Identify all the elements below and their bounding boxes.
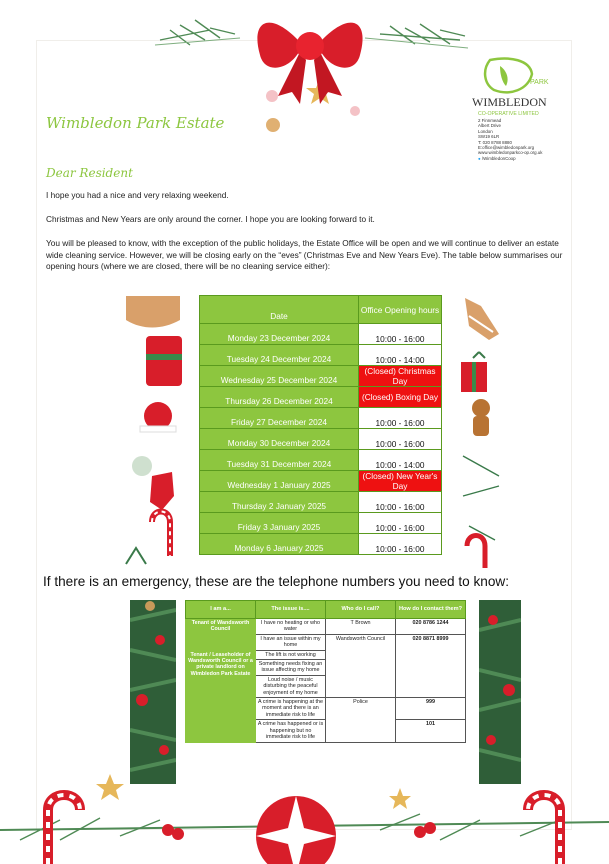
christmas-tree-decor-right — [479, 600, 521, 784]
address-line: 2 Finnmead — [478, 118, 502, 123]
date-cell: Wednesday 1 January 2025 — [200, 471, 359, 492]
opening-hours-cell: 10:00 - 14:00 — [359, 345, 442, 366]
opening-hours-cell: 10:00 - 16:00 — [359, 534, 442, 555]
table-row — [200, 366, 442, 387]
date-cell: Tuesday 31 December 2024 — [200, 450, 359, 471]
candy-cane-icon — [528, 795, 560, 864]
table-row — [200, 513, 442, 534]
issue-cell: I have an issue within my home — [256, 634, 326, 650]
phone-number-cell[interactable]: 020 8786 1244 — [396, 619, 466, 635]
table-row — [200, 345, 442, 366]
closed-status-cell: (Closed) Boxing Day — [359, 387, 442, 408]
date-cell: Monday 30 December 2024 — [200, 429, 359, 450]
gingerbread-icon — [472, 399, 490, 417]
column-header-hours: Office Opening hours — [359, 296, 442, 324]
svg-text:WIMBLEDON: WIMBLEDON — [472, 95, 547, 109]
callee-cell: Wandsworth Council — [326, 634, 396, 697]
ornament-icon — [266, 118, 280, 132]
phone-number-cell[interactable]: 999 — [396, 698, 466, 720]
opening-hours-body — [200, 324, 442, 555]
column-header-issue: The issue is.... — [256, 601, 326, 619]
wimbledon-park-logo — [470, 56, 556, 122]
table-row — [200, 450, 442, 471]
date-cell: Thursday 2 January 2025 — [200, 492, 359, 513]
column-header-who: Who do I call? — [326, 601, 396, 619]
closed-status-cell: (Closed) New Year's Day — [359, 471, 442, 492]
opening-hours-cell: 10:00 - 16:00 — [359, 492, 442, 513]
issue-cell: The lift is not working — [256, 650, 326, 659]
office-address — [478, 118, 568, 161]
email-line[interactable]: E:office@wimbledonpark.org — [478, 145, 535, 151]
paragraph-1: I hope you had a nice and very relaxing weekend. — [46, 190, 229, 200]
twitter-handle: /WimbledonCoop — [481, 155, 516, 161]
address-line: Albert Drive — [478, 123, 501, 129]
website-line[interactable]: www.wimbledonparkco-op.org.uk — [478, 150, 543, 156]
opening-hours-cell: 10:00 - 16:00 — [359, 408, 442, 429]
table-row — [200, 408, 442, 429]
issue-cell: I have no heating or who water — [256, 619, 326, 635]
date-cell: Monday 23 December 2024 — [200, 324, 359, 345]
phone-number-cell[interactable]: 020 8871 8999 — [396, 634, 466, 697]
who-cell: Tenant / Leaseholder of Wandsworth Council or a private landlord on Wimbledon Park Estate — [186, 650, 256, 742]
callee-cell: Police — [326, 698, 396, 742]
date-cell: Friday 3 January 2025 — [200, 513, 359, 534]
column-header-i-am: I am a... — [186, 601, 256, 619]
ornament-icon — [350, 106, 360, 116]
table-row — [200, 324, 442, 345]
opening-hours-cell: 10:00 - 16:00 — [359, 513, 442, 534]
opening-hours-cell: 10:00 - 16:00 — [359, 324, 442, 345]
christmas-decor-left — [122, 296, 184, 568]
svg-text:PARK: PARK — [530, 79, 549, 86]
issue-cell: Something needs fixing an issue affecting my home — [256, 660, 326, 676]
who-cell: Tenant of Wandsworth Council — [186, 619, 256, 651]
christmas-tree-decor-left — [130, 600, 176, 784]
twitter-icon: ● — [478, 155, 481, 161]
estate-title: Wimbledon Park Estate — [46, 114, 225, 132]
issue-cell: A crime has happened or is happening but no immediate risk to life — [256, 720, 326, 742]
emergency-contacts-table — [185, 600, 466, 743]
address-line: SW19 6LR — [478, 134, 500, 140]
table-row — [200, 429, 442, 450]
table-row — [186, 619, 466, 635]
date-cell: Friday 27 December 2024 — [200, 408, 359, 429]
christmas-garland-top — [150, 0, 470, 110]
opening-hours-cell: 10:00 - 14:00 — [359, 450, 442, 471]
closed-status-cell: (Closed) Christmas Day — [359, 366, 442, 387]
date-cell: Tuesday 24 December 2024 — [200, 345, 359, 366]
christmas-decor-right — [459, 296, 503, 568]
opening-hours-table — [199, 295, 442, 555]
salutation: Dear Resident — [46, 166, 133, 180]
issue-cell: A crime is happening at the moment and there is an immediate risk to life — [256, 698, 326, 720]
phone-line: T: 020 8788 8880 — [478, 139, 512, 145]
date-cell: Wednesday 25 December 2024 — [200, 366, 359, 387]
table-row — [200, 387, 442, 408]
table-header-row — [186, 601, 466, 619]
table-row — [200, 534, 442, 555]
paragraph-2: Christmas and New Years are only around the corner. I hope you are looking forward to it. — [46, 214, 375, 224]
date-cell: Monday 6 January 2025 — [200, 534, 359, 555]
paragraph-3: You will be pleased to know, with the exception of the public holidays, the Estate Office will be open and we will continue to deliver an estate wide cleaning service. However, we will be closing early on the “eves” (Christmas Eve and New Years Eve). The table below summarises our opening hours (where we are closed, there will be no cleaning service either): — [46, 238, 563, 272]
table-row — [200, 471, 442, 492]
issue-cell: Loud noise / music disturbing the peaceful enjoyment of my home — [256, 675, 326, 697]
christmas-garland-bottom — [0, 770, 609, 864]
sweater-icon — [146, 336, 182, 386]
date-cell: Thursday 26 December 2024 — [200, 387, 359, 408]
column-header-date: Date — [200, 296, 359, 324]
column-header-contact: How do I contact them? — [396, 601, 466, 619]
svg-text:CO-OPERATIVE LIMITED: CO-OPERATIVE LIMITED — [478, 111, 539, 117]
emergency-heading: If there is an emergency, these are the telephone numbers you need to know: — [43, 574, 509, 589]
table-header-row — [200, 296, 442, 324]
table-row — [200, 492, 442, 513]
phone-number-cell[interactable]: 101 — [396, 720, 466, 742]
twitter-line[interactable] — [478, 156, 568, 161]
address-line: London — [478, 128, 493, 134]
callee-cell: T Brown — [326, 619, 396, 635]
opening-hours-cell: 10:00 - 16:00 — [359, 429, 442, 450]
